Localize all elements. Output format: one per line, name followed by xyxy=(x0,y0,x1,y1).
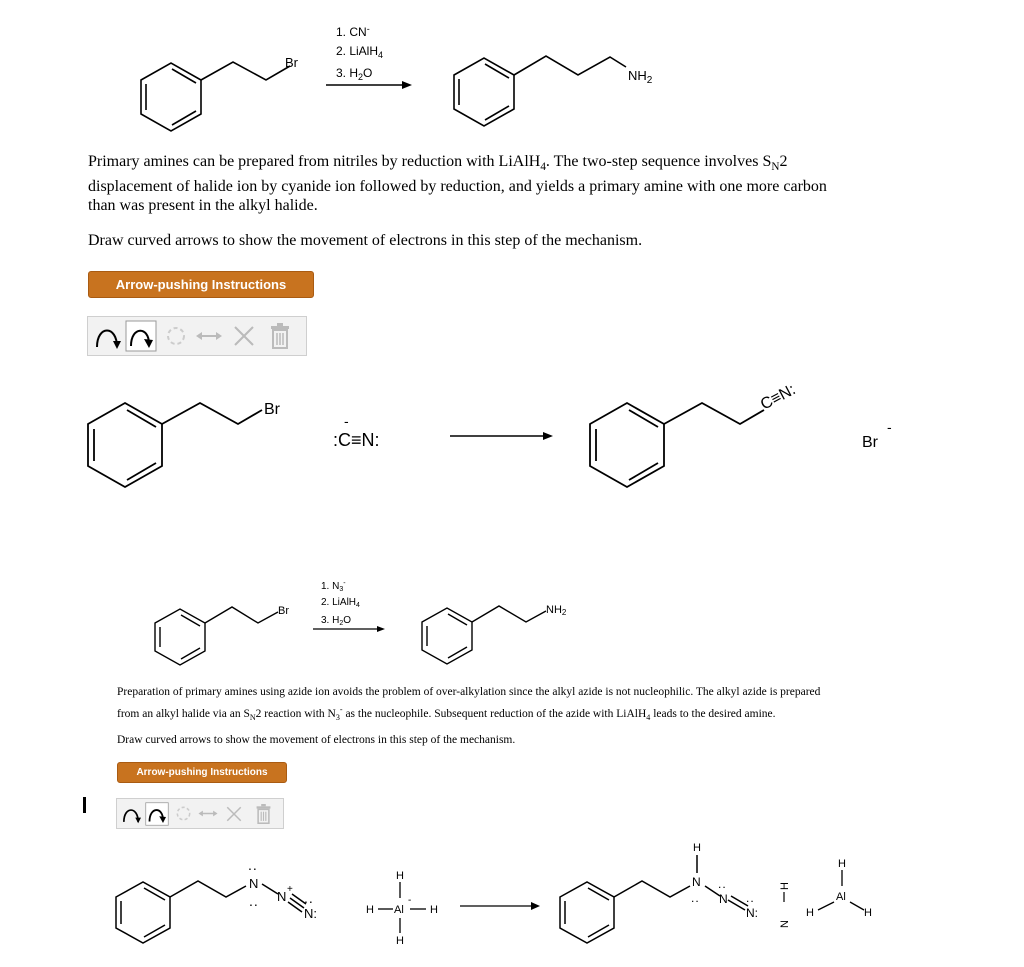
mechanism2-reaction-arrow xyxy=(460,902,540,910)
svg-text:2. LiAlH4 xyxy=(336,44,383,60)
mechanism1-product-group: C≡N: xyxy=(757,381,799,414)
svg-text:..: .. xyxy=(746,891,755,905)
scheme1-reagent1-charge: - xyxy=(366,24,370,34)
svg-text:NH2 xyxy=(628,68,653,86)
svg-text:1. CN- xyxy=(336,24,370,39)
mechanism1-byproduct: Br xyxy=(862,434,878,451)
mechanism1-reaction-arrow xyxy=(450,432,553,440)
mechanism1-product xyxy=(590,403,764,487)
mechanism1-substrate-lg: Br xyxy=(264,401,280,418)
scheme1-reactant-ring xyxy=(141,62,290,131)
mechanism2-n2: N xyxy=(277,889,287,904)
arrow-pushing-instructions-button[interactable]: Arrow-pushing Instructions xyxy=(88,271,314,298)
scheme2-reagent2-sub: 4 xyxy=(356,602,360,609)
mechanism2-alh3-h-right: H xyxy=(864,907,872,919)
scheme2-reagent3-sub: 2 xyxy=(339,620,344,627)
svg-text:..: .. xyxy=(249,893,259,909)
scheme1-reagent3-sub: 2 xyxy=(358,72,364,82)
curved-arrow-one-electron-icon-2[interactable] xyxy=(144,799,169,828)
delete-icon-2[interactable] xyxy=(222,799,246,828)
mechanism2-h-right: H xyxy=(430,904,438,916)
lone-pair-icon[interactable] xyxy=(162,317,190,355)
curved-arrow-two-electron-icon[interactable] xyxy=(92,317,122,355)
scheme1-product-group-sub: 2 xyxy=(646,75,653,86)
arrow-pushing-instructions-button-2[interactable]: Arrow-pushing Instructions xyxy=(117,762,287,783)
lone-pair-icon-2[interactable] xyxy=(172,799,194,828)
trash-icon[interactable] xyxy=(262,317,298,355)
svg-text:3. H2O xyxy=(321,615,351,627)
scheme1-product-group: NH xyxy=(628,68,647,83)
mechanism1-canvas[interactable] xyxy=(0,360,1024,510)
scheme2-reagent1: 1. N xyxy=(321,581,340,592)
scheme1-reagent1: 1. CN xyxy=(336,25,367,39)
mechanism2-n3: N: xyxy=(304,906,317,921)
scheme1-reagent3: 3. H xyxy=(336,66,359,80)
scheme1-reaction xyxy=(0,0,1024,140)
scheme2-reaction-arrow xyxy=(313,626,385,632)
scheme1-reagent2-sub: 4 xyxy=(378,50,384,60)
mechanism2-n1: N xyxy=(249,876,259,891)
mechanism2-h-left: H xyxy=(366,904,374,916)
section2-paragraph: Preparation of primary amines using azide ion avoids the problem of over-alkylation since the alkyl azide is not nucleophilic. The alkyl azide is prepared from an alkyl halide via an $S_N2$ reaction with $N_3^-$ as the nucleophile. Subsequent reduction of the azide with LiAlH$_4$ leads to the desired amine. xyxy=(117,686,821,723)
mechanism2-canvas[interactable] xyxy=(0,830,1024,967)
section2-question: Draw curved arrows to show the movement of electrons in this step of the mechanism. xyxy=(117,734,516,746)
scheme2-product-ring xyxy=(422,606,546,664)
scheme2-reagent3-tail: O xyxy=(343,615,352,626)
mechanism2-n2-charge: + xyxy=(287,884,293,895)
scheme1-leaving-group: Br xyxy=(285,55,298,70)
mechanism1-byproduct-charge: - xyxy=(887,419,892,435)
curved-arrow-one-electron-icon[interactable] xyxy=(124,317,158,355)
scheme2-reagent3: 3. H xyxy=(321,615,340,626)
svg-text:2. LiAlH4 xyxy=(321,597,360,609)
scheme1-reaction-arrow xyxy=(326,81,412,89)
mechanism2-product-n3: N: xyxy=(746,906,758,920)
svg-text:..: .. xyxy=(691,891,700,905)
scheme2-reagent2: 2. LiAlH xyxy=(321,597,357,608)
curved-arrow-two-electron-icon-2[interactable] xyxy=(120,799,142,828)
mechanism2-product-n2: N xyxy=(719,892,728,906)
svg-text:..: .. xyxy=(248,857,258,873)
section1-arrow-toolbar xyxy=(87,316,307,356)
svg-text:3. H2O xyxy=(336,66,372,82)
side-marker xyxy=(83,797,86,813)
resonance-arrow-icon-2[interactable] xyxy=(195,799,221,828)
scheme1-reagent3-tail: O xyxy=(363,66,373,80)
scheme1-product-ring xyxy=(454,56,626,126)
section1-question: Draw curved arrows to show the movement of electrons in this step of the mechanism. xyxy=(88,232,643,249)
scheme2-reactant-ring xyxy=(155,607,278,665)
mechanism2-side-n: N xyxy=(779,920,791,928)
section2-arrow-toolbar xyxy=(116,798,284,829)
mechanism2-product-n1: N xyxy=(692,875,701,889)
scheme2-leaving-group: Br xyxy=(278,605,289,617)
scheme2-reagent1-charge: - xyxy=(343,580,346,587)
mechanism2-side-h: H xyxy=(779,882,791,890)
trash-icon-2[interactable] xyxy=(248,799,278,828)
mechanism1-nucleophile: :C≡N: xyxy=(333,430,380,450)
mechanism1-nucleophile-charge: - xyxy=(344,413,349,429)
scheme2-reaction xyxy=(0,570,1024,670)
svg-text:1. N3- xyxy=(321,580,346,593)
mechanism1-substrate xyxy=(88,403,262,487)
mechanism2-al-charge: - xyxy=(408,895,412,906)
mechanism2-alh3-al: Al xyxy=(836,891,846,903)
delete-icon[interactable] xyxy=(228,317,260,355)
mechanism2-h-bottom: H xyxy=(396,935,404,947)
scheme2-reagent1-sub: 3 xyxy=(339,586,344,593)
resonance-arrow-icon[interactable] xyxy=(192,317,226,355)
mechanism2-al: Al xyxy=(394,904,404,916)
mechanism2-alh3 xyxy=(818,870,864,910)
section1-paragraph: Primary amines can be prepared from nitriles by reduction with LiAlH$_4$. The two-step sequence involves $S_N2$ displacement of halide ion by cyanide ion followed by reduction, and yields a primary amine with one more carbon than was present in the alkyl halide. xyxy=(88,153,827,215)
mechanism2-alh3-h-left: H xyxy=(806,907,814,919)
scheme1-reagent2: 2. LiAlH xyxy=(336,44,379,58)
mechanism2-alh3-h-top: H xyxy=(838,858,846,870)
svg-text:..: .. xyxy=(718,877,727,891)
svg-text:..: .. xyxy=(304,890,314,906)
mechanism2-product-h: H xyxy=(693,842,701,854)
mechanism2-h-top: H xyxy=(396,870,404,882)
svg-text:NH2 xyxy=(546,604,567,617)
scheme2-product-group: NH xyxy=(546,604,562,616)
scheme2-product-group-sub: 2 xyxy=(561,608,567,617)
